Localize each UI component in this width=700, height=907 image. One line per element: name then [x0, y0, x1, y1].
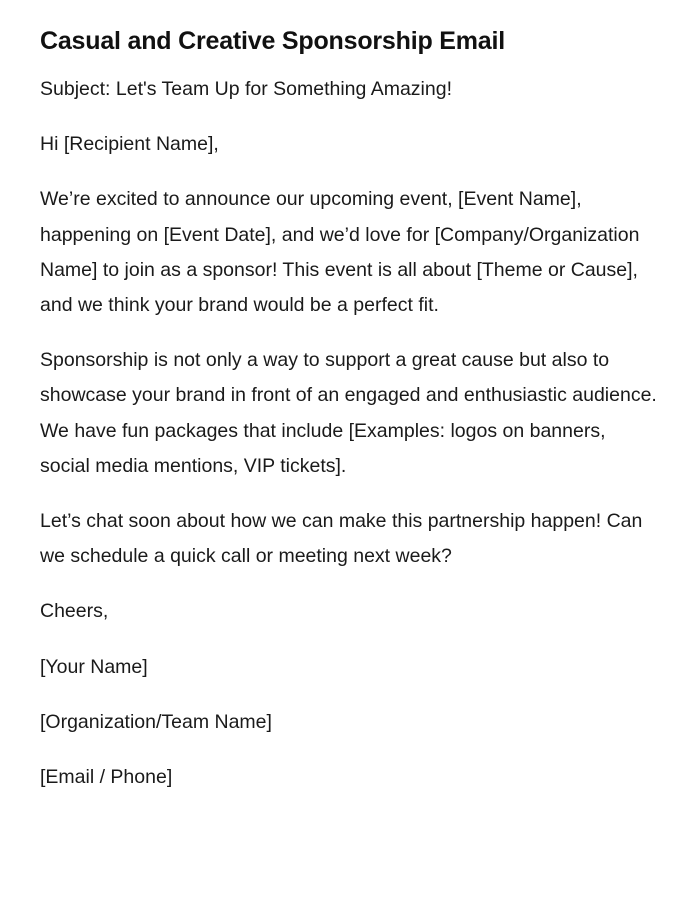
body-paragraph-intro: We’re excited to announce our upcoming event, [Event Name], happening on [Event Date], and we’d love for [Company/Organization Name] to join as a sponsor! This event is all about [Theme or Cause], and we think your brand would be a perfect fit.: [40, 188, 640, 317]
signature-organization: [Organization/Team Name]: [40, 710, 272, 733]
signature-name: [Your Name]: [40, 655, 148, 678]
document-title: Casual and Creative Sponsorship Email: [40, 27, 505, 55]
body-paragraph-benefits: Sponsorship is not only a way to support a great cause but also to showcase your brand in front of an engaged and enthusiastic audience. We have fun packages that include [Examples: logos on banners, social media mentions, VIP tickets].: [40, 349, 657, 477]
email-subject: Subject: Let's Team Up for Something Amazing!: [40, 78, 452, 100]
email-closing: Cheers,: [40, 600, 109, 623]
signature-contact: [Email / Phone]: [40, 766, 173, 789]
body-paragraph-call-to-action: Let’s chat soon about how we can make this partnership happen! Can we schedule a quick call or meeting next week?: [40, 510, 643, 568]
email-greeting: Hi [Recipient Name],: [40, 133, 219, 156]
